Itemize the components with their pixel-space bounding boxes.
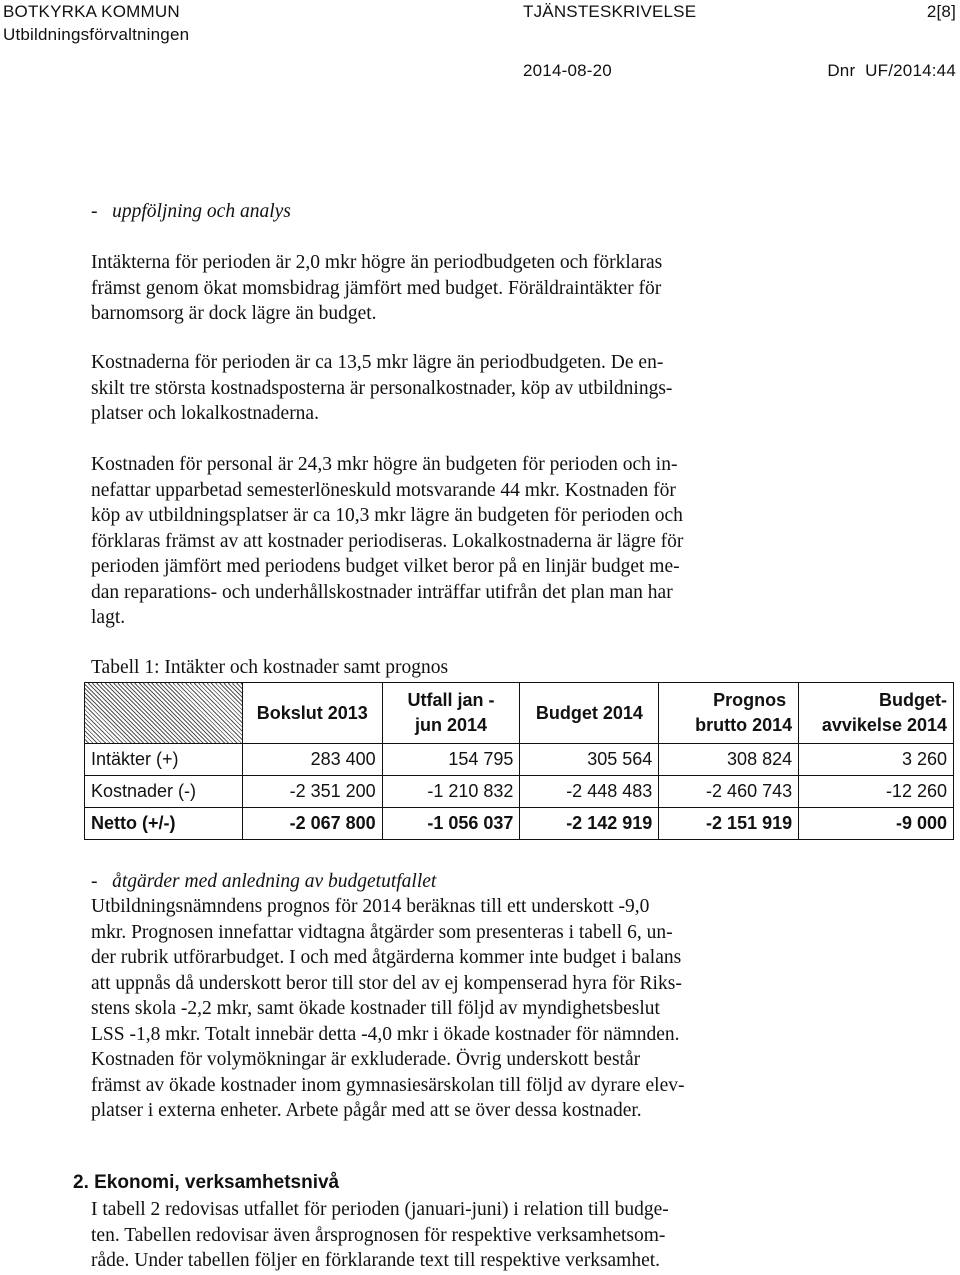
text-line: råde. Under tabellen följer en förklarande text till respektive verksamhet. [91,1250,661,1271]
table-cell: -9 000 [799,808,954,840]
text-line: I tabell 2 redovisas utfallet för perioden (januari-juni) i relation till budge- [91,1199,669,1220]
column-header: Budget- avvikelse 2014 [799,683,954,744]
department-name: Utbildningsförvaltningen [3,25,190,44]
text-line: stens skola -2,2 mkr, samt ökade kostnader till följd av myndighetsbeslut [91,998,660,1019]
table-row [85,744,954,776]
text-line: Utbildningsnämndens prognos för 2014 beräknas till ett underskott -9,0 [91,896,650,917]
table-cell: -2 142 919 [520,808,659,840]
table-cell: 283 400 [242,744,382,776]
table-header-row [85,683,954,744]
column-header: Bokslut 2013 [242,683,382,744]
text-line: LSS -1,8 mkr. Totalt innebär detta -4,0 mkr i ökade kostnader för nämnden. [91,1023,680,1045]
table-cell: -2 067 800 [242,808,382,840]
column-header: Prognos brutto 2014 [659,683,799,744]
text-line: der rubrik utförarbudget. I och med åtgärderna kommer inte budget i balans [91,947,682,968]
table-cell: 308 824 [659,744,799,776]
text-line: främst genom ökat momsbidrag jämfört med budget. Föräldraintäkter för [91,277,662,299]
page-number: 2[8] [926,2,956,21]
org-name: BOTKYRKA KOMMUN [3,2,180,21]
text-line: att uppnås då underskott beror till stor del av ej kompenserad hyra för Riks- [91,972,682,994]
text-line: platser i externa enheter. Arbete pågår med att se över dessa kostnader. [91,1100,642,1121]
text-line: främst av ökade kostnader inom gymnasiesärskolan till följd av dyrare elev- [91,1074,685,1096]
text-line: Intäkterna för perioden är 2,0 mkr högre än periodbudgeten och förklaras [91,252,663,273]
text-line: förklaras främst av att kostnader periodiseras. Lokalkostnaderna är lägre för [91,530,684,552]
income-cost-table [84,682,954,840]
paragraph-forecast [91,894,811,1124]
text-line: skilt tre största kostnadsposterna är personalkostnader, köp av utbildnings- [91,377,673,399]
text-line: perioden jämfört med periodens budget vilket beror på en linjär budget me- [91,556,680,577]
column-header: Budget 2014 [520,683,659,744]
paragraph-income [91,250,811,327]
section-heading-economy: 2. Ekonomi, verksamhetsnivå [73,1172,340,1193]
table-cell: -1 210 832 [382,776,520,808]
table-cell: 305 564 [520,744,659,776]
table-cell: -1 056 037 [382,808,520,840]
table-cell: -2 351 200 [242,776,382,808]
table-caption: Tabell 1: Intäkter och kostnader samt prognos [91,657,449,678]
paragraph-table2-intro [91,1197,811,1274]
text-line: platser och lokalkostnaderna. [91,403,319,424]
table-cell: 3 260 [799,744,954,776]
table-cell: 154 795 [382,744,520,776]
text-line: köp av utbildningsplatser är ca 10,3 mkr lägre än budgeten för perioden och [91,505,683,526]
table-row-total [85,808,954,840]
text-line: lagt. [91,607,126,628]
table-cell: -2 448 483 [520,776,659,808]
paragraph-costs [91,350,811,427]
row-label: Intäkter (+) [85,744,243,776]
document-dnr: Dnr UF/2014:44 [827,61,956,80]
document-type: TJÄNSTESKRIVELSE [523,2,697,21]
column-header: Utfall jan - jun 2014 [382,683,520,744]
text-line: dan reparations- och underhållskostnader inträffar utifrån det plan man har [91,581,673,603]
table-cell: -12 260 [799,776,954,808]
paragraph-personnel [91,452,811,631]
document-date: 2014-08-20 [523,61,612,80]
section-heading-measures: - åtgärder med anledning av budgetutfallet [91,871,437,892]
text-line: ten. Tabellen redovisar även årsprognosen för respektive verksamhetsom- [91,1224,666,1246]
text-line: mkr. Prognosen innefattar vidtagna åtgärder som presenteras i tabell 6, un- [91,921,673,943]
row-label: Netto (+/-) [85,808,243,840]
section-heading-analysis: - uppföljning och analys [91,201,291,222]
text-line: Kostnaden för personal är 24,3 mkr högre än budgeten för perioden och in- [91,454,678,475]
table-corner-cell [85,683,243,744]
text-line: Kostnaderna för perioden är ca 13,5 mkr lägre än periodbudgeten. De en- [91,352,664,373]
table-row [85,776,954,808]
row-label: Kostnader (-) [85,776,243,808]
text-line: nefattar upparbetad semesterlöneskuld motsvarande 44 mkr. Kostnaden för [91,479,676,501]
table-cell: -2 460 743 [659,776,799,808]
text-line: barnomsorg är dock lägre än budget. [91,303,377,324]
table-cell: -2 151 919 [659,808,799,840]
text-line: Kostnaden för volymökningar är exkluderade. Övrig underskott består [91,1049,641,1070]
